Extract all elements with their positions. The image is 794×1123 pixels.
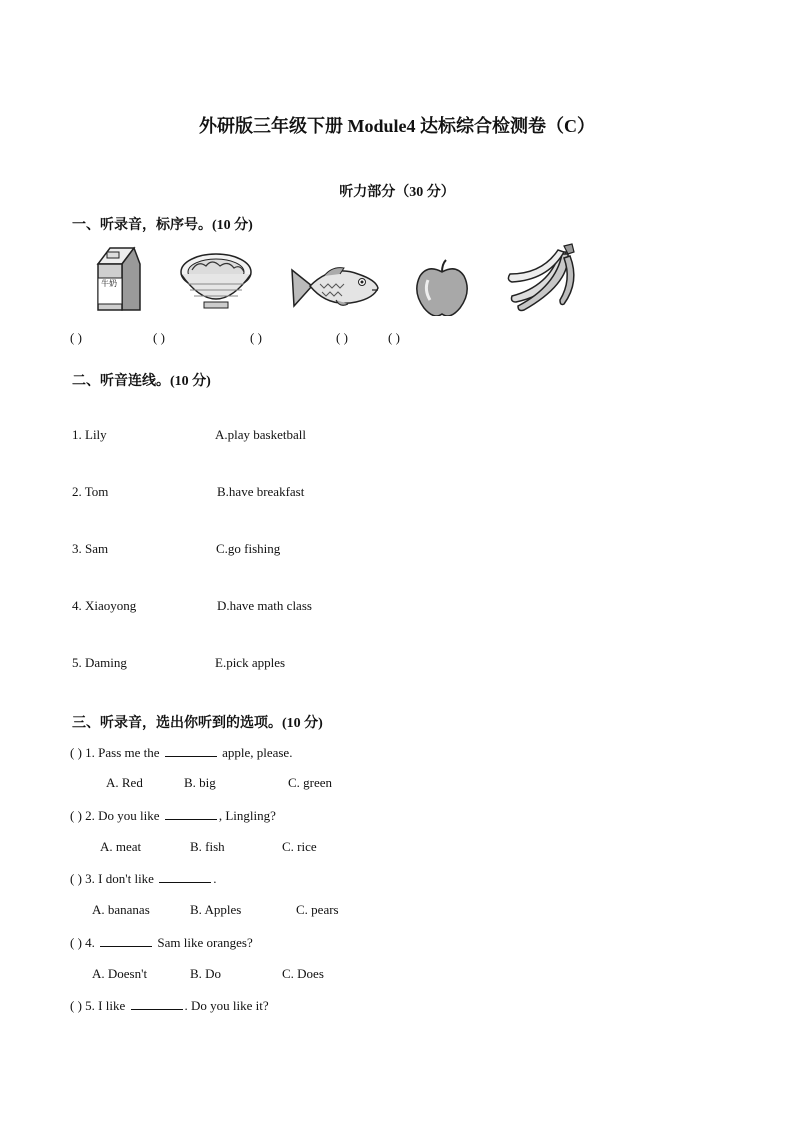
question-row bbox=[70, 934, 253, 951]
option-c[interactable]: C. Does bbox=[282, 966, 324, 981]
question-text-pre: 3. I don't like bbox=[85, 871, 154, 886]
answer-bracket-1[interactable]: ( ) bbox=[70, 330, 82, 345]
match-right-d[interactable]: D.have math class bbox=[217, 598, 312, 613]
option-a[interactable]: A. bananas bbox=[92, 902, 150, 917]
section3-heading: 三、听录音，选出你听到的选项。(10 分) bbox=[72, 716, 323, 731]
section2-heading: 二、听音连线。(10 分) bbox=[72, 374, 211, 389]
question-text-pre: 5. I like bbox=[85, 998, 126, 1013]
option-c[interactable]: C. pears bbox=[296, 902, 339, 917]
fill-blank[interactable] bbox=[159, 870, 211, 883]
noodle-bowl-icon bbox=[178, 250, 254, 314]
fill-blank[interactable] bbox=[165, 744, 217, 757]
answer-bracket-5[interactable]: ( ) bbox=[388, 330, 400, 345]
answer-bracket[interactable]: ( ) bbox=[70, 935, 82, 950]
fill-blank[interactable] bbox=[165, 807, 217, 820]
match-right-e[interactable]: E.pick apples bbox=[215, 655, 286, 670]
answer-bracket-4[interactable]: ( ) bbox=[336, 330, 348, 345]
answer-bracket[interactable]: ( ) bbox=[70, 745, 82, 760]
option-a[interactable]: A. Red bbox=[106, 775, 143, 790]
match-left-3[interactable]: 3. Sam bbox=[72, 541, 109, 556]
fish-icon bbox=[290, 262, 380, 312]
question-text-pre: 2. Do you like bbox=[85, 808, 160, 823]
milk-carton-label: 牛奶 bbox=[101, 279, 117, 288]
answer-bracket-3[interactable]: ( ) bbox=[250, 330, 262, 345]
question-row bbox=[70, 807, 276, 824]
match-left-1[interactable]: 1. Lily bbox=[72, 427, 107, 442]
answer-bracket[interactable]: ( ) bbox=[70, 871, 82, 886]
question-text-post: , Lingling? bbox=[218, 808, 276, 823]
match-right-a[interactable]: A.play basketball bbox=[215, 427, 306, 442]
option-c[interactable]: C. green bbox=[288, 775, 333, 790]
answer-bracket-2[interactable]: ( ) bbox=[153, 330, 165, 345]
question-row bbox=[70, 870, 216, 887]
question-text-pre: 4. bbox=[85, 935, 95, 950]
question-row bbox=[70, 997, 269, 1014]
listening-part-heading: 听力部分（30 分） bbox=[339, 185, 455, 200]
page-title: 外研版三年级下册 Module4 达标综合检测卷（C） bbox=[199, 116, 595, 136]
question-text-post: . Do you like it? bbox=[184, 998, 269, 1013]
question-text-pre: 1. Pass me the bbox=[85, 745, 160, 760]
option-a[interactable]: A. Doesn't bbox=[92, 966, 148, 981]
fill-blank[interactable] bbox=[100, 934, 152, 947]
question-row bbox=[70, 744, 292, 761]
match-left-2[interactable]: 2. Tom bbox=[72, 484, 109, 499]
option-a[interactable]: A. meat bbox=[100, 839, 142, 854]
option-c[interactable]: C. rice bbox=[282, 839, 317, 854]
answer-bracket[interactable]: ( ) bbox=[70, 998, 82, 1013]
match-left-4[interactable]: 4. Xiaoyong bbox=[72, 598, 137, 613]
question-text-post: apple, please. bbox=[222, 745, 293, 760]
option-b[interactable]: B. fish bbox=[190, 839, 225, 854]
fill-blank[interactable] bbox=[131, 997, 183, 1010]
match-left-5[interactable]: 5. Daming bbox=[72, 655, 127, 670]
option-b[interactable]: B. Do bbox=[190, 966, 222, 981]
section1-heading: 一、听录音，标序号。(10 分) bbox=[72, 218, 253, 233]
option-b[interactable]: B. big bbox=[184, 775, 216, 790]
match-right-b[interactable]: B.have breakfast bbox=[217, 484, 305, 499]
apple-icon bbox=[414, 258, 470, 316]
option-b[interactable]: B. Apples bbox=[190, 902, 242, 917]
match-right-c[interactable]: C.go fishing bbox=[216, 541, 281, 556]
question-text-post: . bbox=[213, 871, 217, 886]
question-text-post: Sam like oranges? bbox=[157, 935, 253, 950]
answer-bracket[interactable]: ( ) bbox=[70, 808, 82, 823]
banana-bunch-icon bbox=[506, 240, 586, 312]
